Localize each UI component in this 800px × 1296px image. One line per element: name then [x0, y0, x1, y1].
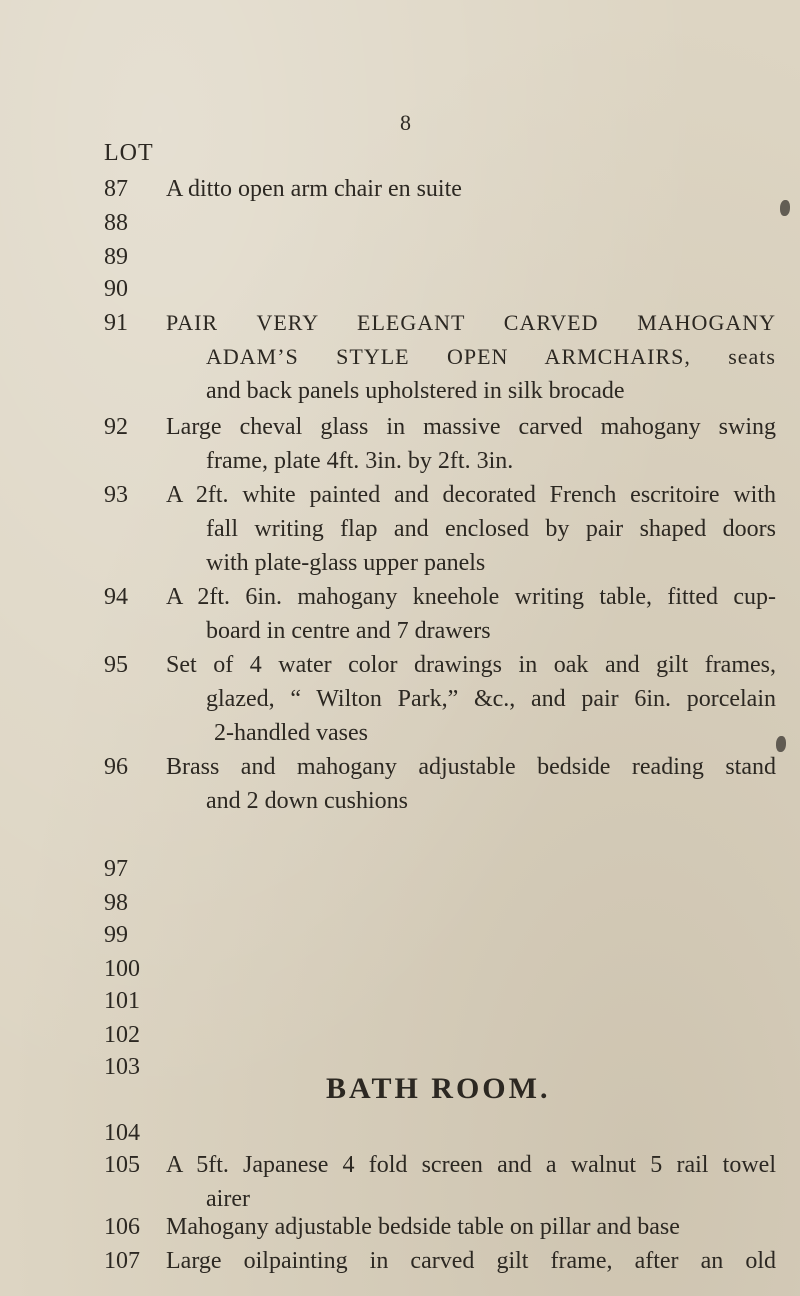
lot-number: 98: [104, 890, 128, 916]
lot-number: 95: [104, 652, 128, 678]
lot-number: 107: [104, 1248, 140, 1274]
lot-number: 89: [104, 244, 128, 270]
lot-number: 96: [104, 754, 128, 780]
lot-number: 105: [104, 1152, 140, 1178]
lot-description: [166, 1210, 776, 1244]
lot-description-line: Set of 4 water color drawings in oak and gilt frames,: [166, 652, 776, 678]
lot-number: 101: [104, 988, 140, 1014]
lot-description-line: with plate-glass upper panels: [206, 550, 486, 576]
lot-number: 102: [104, 1022, 140, 1048]
lot-number: 103: [104, 1054, 140, 1080]
page-number: 8: [400, 110, 411, 135]
lot-number: 97: [104, 856, 128, 882]
lot-number: 88: [104, 210, 128, 236]
lot-description-line: Mahogany adjustable bedside table on pillar and base: [166, 1214, 680, 1240]
lot-description-line: fall writing flap and enclosed by pair shaped doors: [206, 516, 776, 542]
lot-column-header: LOT: [104, 140, 154, 166]
lot-description-line: 2-handled vases: [214, 720, 368, 746]
lot-description-line: glazed, “ Wilton Park,” &c., and pair 6in. porcelain: [206, 686, 776, 712]
lot-description-line: Brass and mahogany adjustable bedside reading stand: [166, 754, 776, 780]
lot-description-line: frame, plate 4ft. 3in. by 2ft. 3in.: [206, 448, 514, 474]
lot-number: 93: [104, 482, 128, 508]
lot-description-line: airer: [206, 1186, 250, 1212]
ink-blot: [776, 736, 786, 752]
lot-description-line: and 2 down cushions: [206, 788, 408, 814]
lot-description: [166, 172, 776, 206]
lot-description-line: A 5ft. Japanese 4 fold screen and a walnut 5 rail towel: [166, 1152, 776, 1178]
lot-description: [166, 750, 776, 818]
lot-number: 106: [104, 1214, 140, 1240]
lot-description-line: A 2ft. 6in. mahogany kneehole writing table, fitted cup-: [166, 584, 776, 610]
ink-blot: [780, 200, 790, 216]
lot-description-line: A 2ft. white painted and decorated French escritoire with: [166, 482, 776, 508]
lot-description: [166, 1244, 776, 1278]
lot-description-line: board in centre and 7 drawers: [206, 618, 491, 644]
lot-number: 99: [104, 922, 128, 948]
lot-description-line: Large oilpainting in carved gilt frame, after an old: [166, 1248, 776, 1274]
lot-number: 104: [104, 1120, 140, 1146]
lot-description-line: PAIR VERY ELEGANT CARVED MAHOGANY: [166, 310, 776, 335]
lot-description: [166, 1148, 776, 1216]
lot-number: 92: [104, 414, 128, 440]
lot-description-line: ADAM’S STYLE OPEN ARMCHAIRS, seats: [206, 344, 776, 369]
lot-number: 90: [104, 276, 128, 302]
lot-description-line: A ditto open arm chair en suite: [166, 176, 462, 202]
lot-description: [166, 306, 776, 408]
lot-description-line: and back panels upholstered in silk brocade: [206, 378, 625, 404]
lot-description: [166, 478, 776, 580]
lot-description: [166, 410, 776, 478]
lot-number: 91: [104, 310, 128, 336]
lot-description: [166, 648, 776, 750]
lot-number: 94: [104, 584, 128, 610]
lot-description: [166, 580, 776, 648]
lot-number: 87: [104, 176, 128, 202]
lot-number: 100: [104, 956, 140, 982]
section-title: BATH ROOM.: [326, 1072, 551, 1105]
lot-description-line: Large cheval glass in massive carved mahogany swing: [166, 414, 776, 440]
